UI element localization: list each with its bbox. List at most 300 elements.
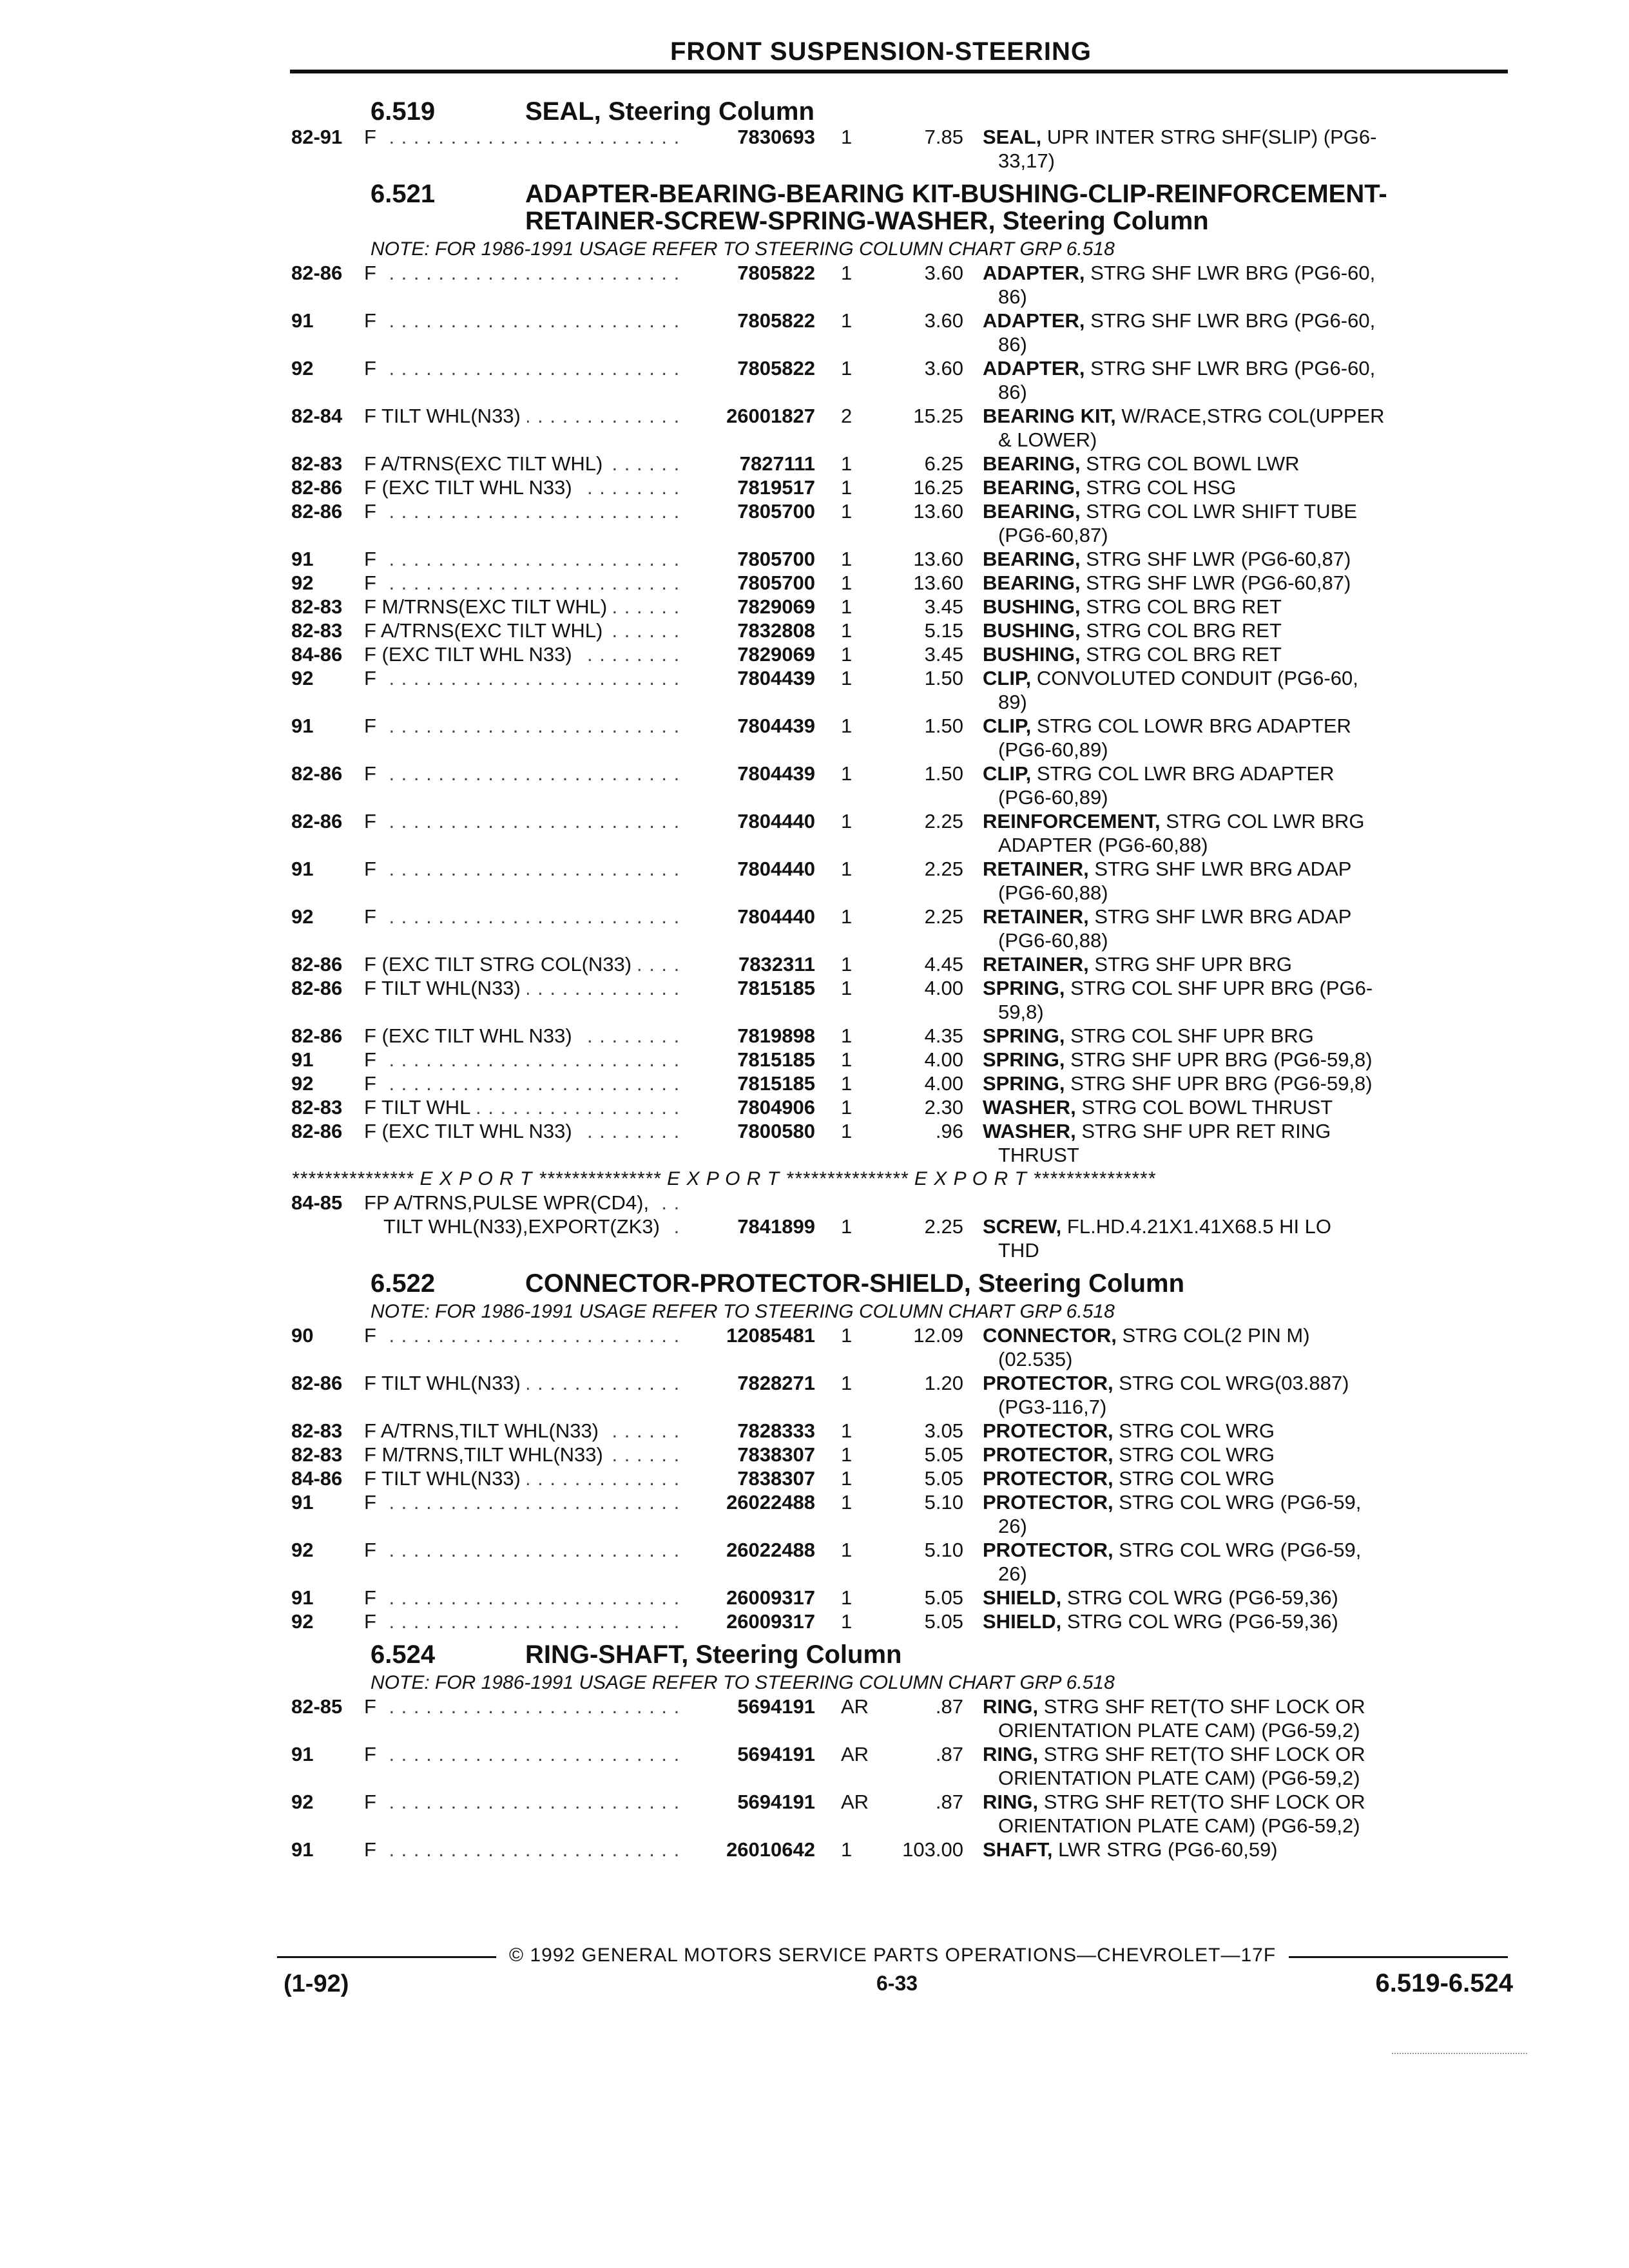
header-rule xyxy=(290,70,1508,73)
description-name: BUSHING, xyxy=(983,619,1081,642)
usage xyxy=(364,1610,686,1633)
parts-row xyxy=(284,1119,1514,1167)
parts-row xyxy=(284,309,1514,356)
usage xyxy=(364,1191,686,1215)
part-number: 7805700 xyxy=(737,572,815,594)
description xyxy=(963,1466,1514,1490)
description-text: STRG SHF UPR BRG (PG6-59,8) xyxy=(1070,1048,1373,1071)
footer-rule-right xyxy=(1289,1956,1508,1958)
description xyxy=(963,619,1514,642)
usage-text: F xyxy=(364,810,383,832)
usage-text: F xyxy=(364,1791,383,1813)
quantity: 1 xyxy=(841,1215,853,1238)
description-text: STRG SHF LWR BRG ADAP xyxy=(1094,905,1352,928)
description xyxy=(963,1095,1514,1119)
model-year: 82-86 xyxy=(291,1372,343,1394)
description-text: STRG SHF RET(TO SHF LOCK OR xyxy=(1043,1791,1365,1813)
description-text: STRG COL WRG (PG6-59,36) xyxy=(1066,1610,1338,1633)
scan-mark xyxy=(1392,2053,1527,2055)
part-number: 7819898 xyxy=(737,1024,815,1047)
parts-row xyxy=(284,1072,1514,1095)
description-text: STRG COL WRG (PG6-59,36) xyxy=(1066,1586,1338,1609)
description xyxy=(963,476,1514,499)
description xyxy=(963,1610,1514,1633)
footer-copyright: © 1992 GENERAL MOTORS SERVICE PARTS OPERATIONS—CHEVROLET—17F xyxy=(509,1945,1277,1966)
model-year: 92 xyxy=(291,667,314,689)
description-text: STRG SHF UPR RET RING xyxy=(1081,1120,1331,1142)
description-name: BEARING, xyxy=(983,548,1081,570)
model-year: 92 xyxy=(291,357,314,380)
description xyxy=(963,714,1514,762)
usage xyxy=(364,1371,686,1419)
parts-row xyxy=(284,976,1514,1024)
description xyxy=(963,905,1514,952)
description-name: ADAPTER, xyxy=(983,262,1085,284)
description-name: PROTECTOR, xyxy=(983,1539,1113,1561)
description-text: STRG SHF LWR BRG (PG6-60, xyxy=(1090,357,1376,380)
price: 5.10 xyxy=(924,1491,963,1514)
price: 3.60 xyxy=(924,309,963,332)
usage-text: F A/TRNS(EXC TILT WHL) xyxy=(364,452,609,475)
usage-text: F xyxy=(364,1048,383,1071)
description-continued: ORIENTATION PLATE CAM) (PG6-59,2) xyxy=(998,1767,1360,1789)
price: 12.09 xyxy=(913,1324,963,1347)
quantity: 1 xyxy=(841,1491,853,1514)
price: 103.00 xyxy=(902,1838,963,1861)
description xyxy=(963,1215,1514,1262)
usage-text: F xyxy=(364,262,383,284)
usage xyxy=(364,1095,686,1119)
model-year: 91 xyxy=(291,1838,314,1861)
description-name: BEARING, xyxy=(983,476,1081,499)
description-text: STRG COL LWR BRG ADAPTER xyxy=(1036,762,1335,785)
model-year: 91 xyxy=(291,1743,314,1765)
usage-text: F xyxy=(364,715,383,737)
section-number: 6.519 xyxy=(371,97,436,126)
model-year: 82-86 xyxy=(291,1120,343,1142)
model-year: 82-86 xyxy=(291,977,343,999)
price: 2.25 xyxy=(924,905,963,928)
description-text: STRG COL BOWL THRUST xyxy=(1081,1096,1333,1119)
quantity: 1 xyxy=(841,1539,853,1561)
part-number: 7804439 xyxy=(737,715,815,737)
price: 6.25 xyxy=(924,452,963,475)
description-continued: 86) xyxy=(998,285,1027,308)
export-banner: *************** E X P O R T *************** E X P O R T *************** E X P O R T *************** xyxy=(291,1168,1156,1189)
model-year: 91 xyxy=(291,1586,314,1609)
part-number: 7828333 xyxy=(737,1419,815,1442)
description xyxy=(963,1024,1514,1048)
part-number: 7841899 xyxy=(737,1215,815,1238)
price: 5.05 xyxy=(924,1610,963,1633)
usage xyxy=(364,1586,686,1610)
model-year: 82-86 xyxy=(291,476,343,499)
parts-row xyxy=(284,1695,1514,1742)
usage xyxy=(364,1538,686,1586)
price: 1.20 xyxy=(924,1372,963,1394)
parts-row-continued xyxy=(284,1215,1514,1262)
quantity: 1 xyxy=(841,452,853,475)
description-name: PROTECTOR, xyxy=(983,1443,1113,1466)
usage xyxy=(364,1419,686,1443)
part-number: 26022488 xyxy=(726,1539,815,1561)
quantity: 1 xyxy=(841,905,853,928)
usage xyxy=(364,1119,686,1167)
description xyxy=(963,1695,1514,1742)
quantity: AR xyxy=(841,1743,869,1765)
description-name: SPRING, xyxy=(983,1048,1065,1071)
usage xyxy=(364,905,686,952)
parts-row xyxy=(284,666,1514,714)
usage-text: F A/TRNS,TILT WHL(N33) xyxy=(364,1419,605,1442)
description xyxy=(963,1443,1514,1466)
part-number: 7827111 xyxy=(739,452,815,475)
description-name: SEAL, xyxy=(983,126,1042,148)
parts-row xyxy=(284,762,1514,809)
description-text: STRG SHF UPR BRG xyxy=(1094,953,1292,975)
part-number: 7829069 xyxy=(737,595,815,618)
usage xyxy=(364,1838,686,1861)
quantity: 1 xyxy=(841,1120,853,1142)
parts-listing xyxy=(284,90,1514,1861)
quantity: 1 xyxy=(841,715,853,737)
quantity: 1 xyxy=(841,309,853,332)
usage-text: F xyxy=(364,1838,383,1861)
description-text: STRG COL LWR SHIFT TUBE xyxy=(1086,500,1358,523)
description-name: PROTECTOR, xyxy=(983,1491,1113,1514)
part-number: 7830693 xyxy=(737,126,815,148)
model-year: 84-86 xyxy=(291,643,343,666)
part-number: 7804440 xyxy=(737,858,815,880)
parts-row xyxy=(284,809,1514,857)
parts-row xyxy=(284,642,1514,666)
price: 3.45 xyxy=(924,595,963,618)
usage-text: FP A/TRNS,PULSE WPR(CD4), xyxy=(364,1191,655,1214)
model-year: 92 xyxy=(291,905,314,928)
quantity: 1 xyxy=(841,1838,853,1861)
description-text: STRG COL WRG xyxy=(1119,1443,1275,1466)
usage-text-continued: TILT WHL(N33),EXPORT(ZK3) xyxy=(364,1215,666,1238)
usage xyxy=(364,1695,686,1742)
model-year: 91 xyxy=(291,858,314,880)
price: 4.00 xyxy=(924,1048,963,1071)
description xyxy=(963,309,1514,356)
price: 3.45 xyxy=(924,643,963,666)
model-year: 82-83 xyxy=(291,452,343,475)
usage-text: F xyxy=(364,1539,383,1561)
parts-row xyxy=(284,857,1514,905)
description-continued: ORIENTATION PLATE CAM) (PG6-59,2) xyxy=(998,1814,1360,1837)
parts-row xyxy=(284,499,1514,547)
section-title: SEAL, Steering Column xyxy=(525,97,815,126)
quantity: 1 xyxy=(841,572,853,594)
usage xyxy=(364,857,686,905)
description xyxy=(963,1419,1514,1443)
price: 2.25 xyxy=(924,810,963,832)
description-name: BEARING, xyxy=(983,452,1081,475)
section-heading xyxy=(284,1270,1514,1297)
usage-text: F xyxy=(364,858,383,880)
description-name: REINFORCEMENT, xyxy=(983,810,1161,832)
quantity: 1 xyxy=(841,953,853,975)
usage-text: F M/TRNS(EXC TILT WHL) xyxy=(364,595,613,618)
usage-text: F xyxy=(364,1072,383,1095)
description-continued: (02.535) xyxy=(998,1348,1073,1370)
usage xyxy=(364,125,686,173)
parts-row xyxy=(284,1538,1514,1586)
usage-text: F (EXC TILT WHL N33) xyxy=(364,476,579,499)
quantity: 1 xyxy=(841,262,853,284)
description-text: STRG SHF UPR BRG (PG6-59,8) xyxy=(1070,1072,1373,1095)
description-name: ADAPTER, xyxy=(983,309,1085,332)
model-year: 82-85 xyxy=(291,1695,343,1718)
parts-row xyxy=(284,1048,1514,1072)
section-number: 6.521 xyxy=(371,180,436,208)
usage xyxy=(364,1466,686,1490)
quantity: 1 xyxy=(841,500,853,523)
price: 2.30 xyxy=(924,1096,963,1119)
parts-row xyxy=(284,1443,1514,1466)
part-number: 26009317 xyxy=(726,1586,815,1609)
description-name: BEARING, xyxy=(983,500,1081,523)
price: 15.25 xyxy=(913,405,963,427)
price: 2.25 xyxy=(924,858,963,880)
parts-row xyxy=(284,1024,1514,1048)
quantity: 1 xyxy=(841,619,853,642)
description-continued: 26) xyxy=(998,1515,1027,1537)
description xyxy=(963,571,1514,595)
usage xyxy=(364,714,686,762)
usage xyxy=(364,762,686,809)
description-continued: 86) xyxy=(998,381,1027,403)
description-name: SHIELD, xyxy=(983,1610,1062,1633)
description xyxy=(963,1538,1514,1586)
parts-row xyxy=(284,1466,1514,1490)
description-name: BUSHING, xyxy=(983,595,1081,618)
price: 1.50 xyxy=(924,715,963,737)
usage xyxy=(364,1490,686,1538)
usage-note: NOTE: FOR 1986-1991 USAGE REFER TO STEERING COLUMN CHART GRP 6.518 xyxy=(371,238,1115,260)
price: 4.00 xyxy=(924,977,963,999)
description-name: CONNECTOR, xyxy=(983,1324,1117,1347)
description-continued: (PG6-60,88) xyxy=(998,881,1108,904)
usage xyxy=(364,1790,686,1838)
usage-text: F xyxy=(364,548,383,570)
part-number: 7832808 xyxy=(737,619,815,642)
quantity: 1 xyxy=(841,357,853,380)
parts-row xyxy=(284,404,1514,452)
description-text: STRG COL WRG xyxy=(1119,1419,1275,1442)
description xyxy=(963,595,1514,619)
model-year-blank xyxy=(284,1215,364,1262)
description-continued: (PG6-60,88) xyxy=(998,929,1108,952)
part-number: 26001827 xyxy=(726,405,815,427)
usage-text: F xyxy=(364,357,383,380)
description-name: BEARING KIT, xyxy=(983,405,1116,427)
model-year: 92 xyxy=(291,1791,314,1813)
part-number: 5694191 xyxy=(737,1695,815,1718)
quantity: 1 xyxy=(841,1072,853,1095)
usage xyxy=(364,1048,686,1072)
description-name: CLIP, xyxy=(983,715,1032,737)
description xyxy=(963,125,1514,173)
usage xyxy=(364,809,686,857)
part-number: 26010642 xyxy=(726,1838,815,1861)
section-title: ADAPTER-BEARING-BEARING KIT-BUSHING-CLIP-REINFORCEMENT-RETAINER-SCREW-SPRING-WASHER, Steering Column xyxy=(525,180,1387,235)
description xyxy=(963,642,1514,666)
description xyxy=(963,666,1514,714)
description-continued: ORIENTATION PLATE CAM) (PG6-59,2) xyxy=(998,1719,1360,1742)
part-number: 7804440 xyxy=(737,810,815,832)
usage-text: F xyxy=(364,126,383,148)
description-continued: (PG3-116,7) xyxy=(998,1396,1107,1418)
description-text: STRG SHF RET(TO SHF LOCK OR xyxy=(1043,1743,1365,1765)
description-text: STRG SHF LWR BRG (PG6-60, xyxy=(1090,309,1376,332)
description xyxy=(963,1490,1514,1538)
part-number: 7815185 xyxy=(737,977,815,999)
quantity: 1 xyxy=(841,762,853,785)
parts-row xyxy=(284,261,1514,309)
description-continued: 89) xyxy=(998,691,1027,713)
price: .96 xyxy=(935,1120,963,1142)
parts-row xyxy=(284,1490,1514,1538)
description xyxy=(963,952,1514,976)
model-year: 82-83 xyxy=(291,1419,343,1442)
description-continued: 59,8) xyxy=(998,1001,1044,1023)
price: 5.15 xyxy=(924,619,963,642)
usage xyxy=(364,619,686,642)
description-name: RING, xyxy=(983,1743,1039,1765)
description-name: RETAINER, xyxy=(983,953,1089,975)
description-continued: & LOWER) xyxy=(998,428,1097,451)
part-number: 7800580 xyxy=(737,1120,815,1142)
description xyxy=(963,809,1514,857)
description-continued: THRUST xyxy=(998,1144,1079,1166)
part-number: 7815185 xyxy=(737,1072,815,1095)
quantity: 1 xyxy=(841,548,853,570)
parts-row xyxy=(284,571,1514,595)
description-continued: 33,17) xyxy=(998,149,1055,172)
parts-row xyxy=(284,1095,1514,1119)
usage-text: F xyxy=(364,1324,383,1347)
model-year: 92 xyxy=(291,1539,314,1561)
price: 7.85 xyxy=(924,126,963,148)
part-number: 7819517 xyxy=(737,476,815,499)
price: 13.60 xyxy=(913,548,963,570)
description-text: STRG COL HSG xyxy=(1086,476,1237,499)
parts-row xyxy=(284,1742,1514,1790)
description-name: RETAINER, xyxy=(983,858,1089,880)
parts-row xyxy=(284,1371,1514,1419)
section-number: 6.522 xyxy=(371,1269,436,1298)
description xyxy=(963,1586,1514,1610)
quantity: 1 xyxy=(841,1324,853,1347)
parts-row xyxy=(284,714,1514,762)
description-continued: (PG6-60,89) xyxy=(998,786,1108,809)
description-name: WASHER, xyxy=(983,1120,1076,1142)
price: .87 xyxy=(935,1791,963,1813)
model-year: 82-86 xyxy=(291,810,343,832)
parts-row xyxy=(284,1586,1514,1610)
section-title: RING-SHAFT, Steering Column xyxy=(525,1640,902,1669)
description-text: STRG COL LWR BRG xyxy=(1166,810,1365,832)
usage-text: F xyxy=(364,1743,383,1765)
price: .87 xyxy=(935,1695,963,1718)
part-number: 7815185 xyxy=(737,1048,815,1071)
description-continued: 86) xyxy=(998,333,1027,356)
quantity: AR xyxy=(841,1791,869,1813)
usage-text: F TILT WHL(N33) xyxy=(364,977,527,999)
part-number: 7828271 xyxy=(737,1372,815,1394)
model-year: 82-83 xyxy=(291,1443,343,1466)
price: 4.35 xyxy=(924,1024,963,1047)
quantity: 1 xyxy=(841,1610,853,1633)
quantity: 1 xyxy=(841,810,853,832)
description xyxy=(963,1072,1514,1095)
usage-text: F M/TRNS,TILT WHL(N33) xyxy=(364,1443,610,1466)
description-name: SHAFT, xyxy=(983,1838,1053,1861)
description-name: CLIP, xyxy=(983,762,1032,785)
description-name: SCREW, xyxy=(983,1215,1062,1238)
usage-text: F TILT WHL(N33) xyxy=(364,405,527,427)
model-year: 82-84 xyxy=(291,405,343,427)
description-text: STRG SHF RET(TO SHF LOCK OR xyxy=(1043,1695,1365,1718)
description-name: SPRING, xyxy=(983,1072,1065,1095)
usage-text: F xyxy=(364,309,383,332)
description-text: STRG SHF LWR BRG (PG6-60, xyxy=(1090,262,1376,284)
usage-note: NOTE: FOR 1986-1991 USAGE REFER TO STEERING COLUMN CHART GRP 6.518 xyxy=(371,1301,1115,1322)
price: 16.25 xyxy=(913,476,963,499)
usage xyxy=(364,476,686,499)
part-number: 7805822 xyxy=(737,262,815,284)
usage-text: F xyxy=(364,1491,383,1514)
quantity: 1 xyxy=(841,643,853,666)
description-name: WASHER, xyxy=(983,1096,1076,1119)
section-title: CONNECTOR-PROTECTOR-SHIELD, Steering Column xyxy=(525,1269,1185,1298)
usage-text: F TILT WHL(N33) xyxy=(364,1372,527,1394)
description-text: STRG COL LOWR BRG ADAPTER xyxy=(1036,715,1351,737)
usage-text: F xyxy=(364,1695,383,1718)
part-number: 7805822 xyxy=(737,357,815,380)
model-year: 91 xyxy=(291,1048,314,1071)
model-year: 82-83 xyxy=(291,595,343,618)
description-text: STRG COL WRG(03.887) xyxy=(1119,1372,1349,1394)
usage xyxy=(364,666,686,714)
parts-row xyxy=(284,356,1514,404)
description xyxy=(963,762,1514,809)
quantity: 1 xyxy=(841,1586,853,1609)
usage-text: F TILT WHL(N33) xyxy=(364,1467,527,1490)
description-text: STRG COL BRG RET xyxy=(1086,643,1282,666)
parts-row xyxy=(284,476,1514,499)
parts-row xyxy=(284,1323,1514,1371)
price: 13.60 xyxy=(913,500,963,523)
description-text: STRG COL SHF UPR BRG (PG6- xyxy=(1070,977,1373,999)
price: 5.05 xyxy=(924,1467,963,1490)
usage-text: F (EXC TILT WHL N33) xyxy=(364,1024,579,1047)
model-year: 82-86 xyxy=(291,953,343,975)
parts-row xyxy=(284,595,1514,619)
usage-continued xyxy=(364,1215,686,1262)
model-year: 84-85 xyxy=(291,1191,343,1214)
price: 13.60 xyxy=(913,572,963,594)
description xyxy=(963,452,1514,476)
part-number: 7804439 xyxy=(737,667,815,689)
parts-row xyxy=(284,1790,1514,1838)
description-text: STRG SHF LWR BRG ADAP xyxy=(1094,858,1352,880)
part-number: 5694191 xyxy=(737,1791,815,1813)
part-number: 7804440 xyxy=(737,905,815,928)
